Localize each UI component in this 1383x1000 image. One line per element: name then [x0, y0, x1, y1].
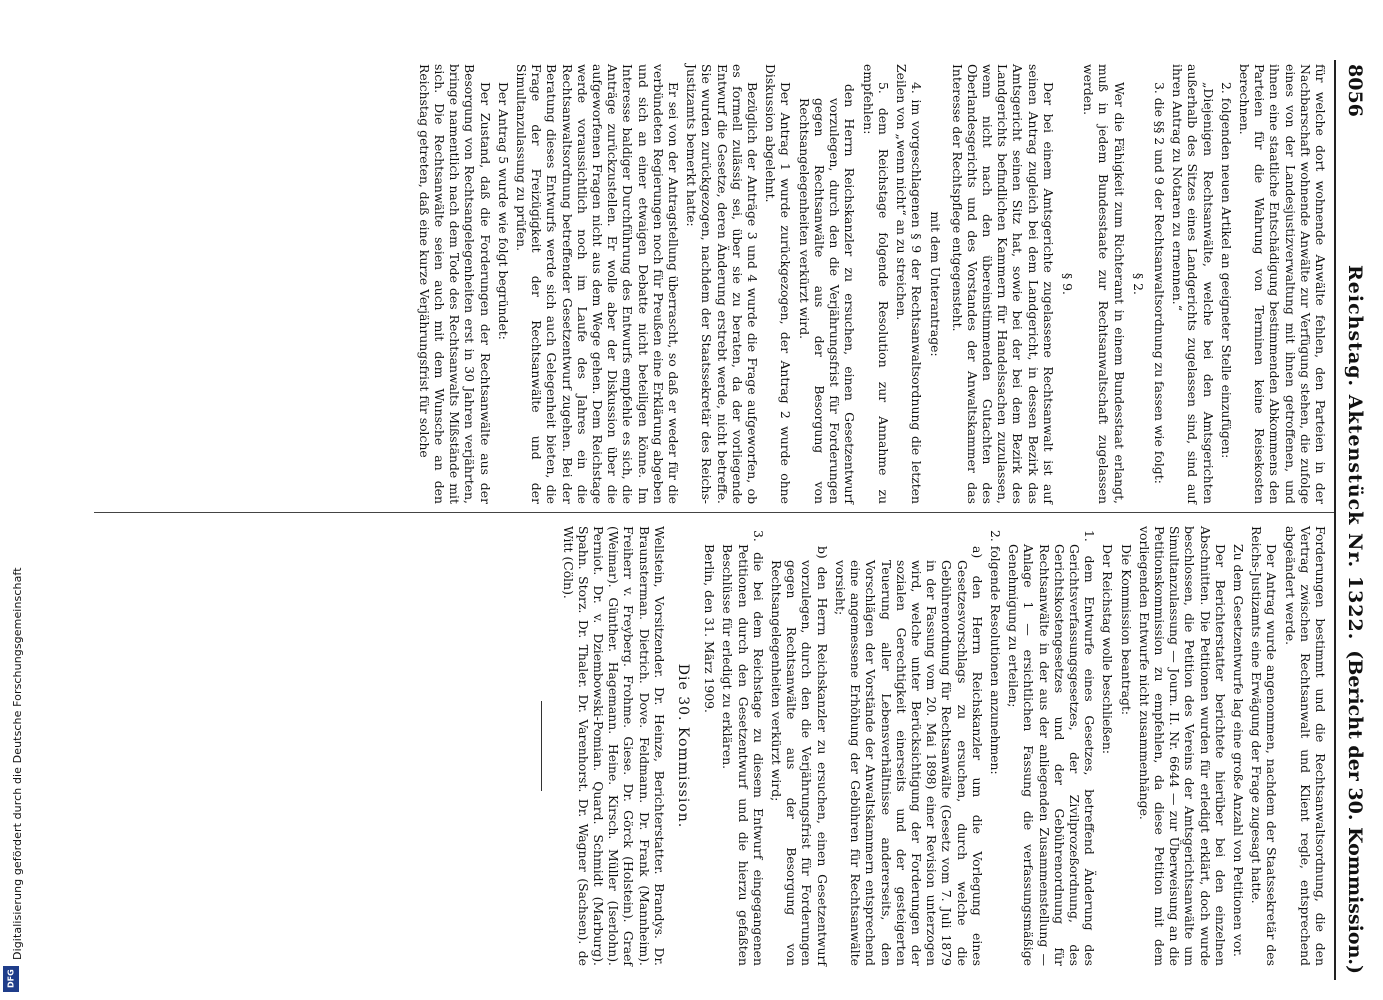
list-item: 3. die bei dem Reichstage zu diesem Entwurf eingegangenen Petitionen durch den Gesetzentwurf und die hierzu gefaßten Beschlüsse für erledigt zu erklären. [720, 530, 766, 966]
paragraph: Der Antrag wurde angenommen, nachdem der Staatssekretär des Reichs-Justizamts eine Erwägung der Frage zugesagt hatte. [1249, 526, 1280, 966]
paragraph: Er sei von der Antragstellung überrascht, so daß er weder für die verbündeten Regierungen noch für Preußen eine Erklärung abgeben und sich an einer etwaigen Debatte nicht beteiligen könne. Im Interesse baldiger Durchführung des Entwurfs empfehle es sich, die Anträge zurückzustellen. Er wolle aber der Diskussion über die aufgeworfenen Fragen nicht aus dem Wege gehen. Dem Reichstage werde voraussichtlich noch im Laufe des Jahres ein die Rechtsanwaltsordnung betreffender Gesetzentwurf zugehen. Bei der Beratung dieses Entwurfs werde sich auch Gelegenheit bieten, die Frage der Freizügigkeit der Rechtsanwälte und der Simultanzulassung zu prüfen. [514, 64, 682, 504]
paragraph: Die Kommission beantragt: [1118, 544, 1134, 716]
scanned-page [70, 60, 1370, 980]
paragraph: 2. folgenden neuen Artikel an geeigneter Stelle einzufügen: [1218, 82, 1234, 459]
page-number: 8056 [1344, 64, 1366, 117]
digitization-credit-strip [0, 0, 22, 1000]
page-header [1336, 60, 1370, 980]
digitization-credit-text: Digitalisierung gefördert durch die Deutsche Forschungsgemeinschaft [11, 567, 24, 960]
left-column [414, 64, 1328, 504]
paragraph: 4. im vorgeschlagenen § 9 der Rechtsanwaltsordnung die letzten Zeilen von „wenn nicht“ an zu streichen. [893, 64, 925, 504]
paragraph: mit dem Unterantrage: [928, 211, 944, 357]
paragraph: Wer die Fähigkeit zum Richteramt in einem Bundesstaat erlangt, muß in jedem Bundesstaate zur Rechtsanwaltschaft zugelassen werden. [1081, 64, 1127, 504]
list-item: 1. dem Entwurfe eines Gesetzes, betreffend Änderung des Gerichtsverfassungsgesetzes, der Zivilprozeßordnung, des Gerichtskostengesetzes und der Gebührenordnung für Rechtsanwälte in der aus der anliegenden Zusammenstellung — Anlage 1 — ersichtlichen Fassung die verfassungsmäßige Genehmigung zu erteilen; [1006, 530, 1098, 966]
paragraph: „Diejenigen Rechtsanwälte, welche bei den Amtsgerichten außerhalb des Sitzes eines Landgerichts zugelassen sind, sind auf ihren Antrag zu Notaren zu ernennen.“ [1170, 64, 1216, 504]
column-separator [94, 512, 1334, 513]
paragraph: Der Reichstag wolle beschließen: [1100, 544, 1116, 755]
list-item: a) den Herrn Reichskanzler um die Vorlegung eines Gesetzesvorschlags zu ersuchen, durch welche die Gebührenordnung für Rechtsanwälte (Gesetz vom 7. Juli 1879 in der Fassung vom 20. Mai 1898) einer Revision unterzogen wird, welche unter Berücksichtigung der Forderungen der sozialen Gerechtigkeit einerseits und der gesteigerten Teuerung aller Lebensverhältnisse andererseits, den Vorschlägen der Vorstände der Anwaltskammern entsprechend eine angemessene Erhöhung der Gebühren für Rechtsanwälte vorsieht; [832, 546, 985, 966]
document-title: Reichstag. Aktenstück Nr. 1322. [1344, 265, 1366, 641]
right-column [541, 526, 1328, 966]
date-line: Berlin, den 31. März 1909. [702, 544, 718, 713]
paragraph: 3. die §§ 2 und 9 der Rechtsanwaltsordnung zu fassen wie folgt: [1151, 82, 1167, 484]
paragraph: für welche dort wohnende Anwälte fehlen, den Parteien in der Nachbarschaft wohnende Anwälte zur Verfügung stehen, die zufolge eines von der Landesjustizverwaltung mit ihnen getroffenen, und ihnen eine staatliche Entschädigung bestimmenden Abkommens den Parteien für die Wahrung von Terminen keine Reisekosten berechnen. [1236, 64, 1328, 504]
paragraph: Der Berichterstatter berichtete hierüber bei den einzelnen Abschnitten. Die Petitionen wurden für erledigt erklärt, doch wurde beschlossen, die Petition des Vereins der Amtsgerichtsanwälte um Simultanzulassung — Journ. II. Nr. 6644 — zur Überweisung an die Petitionskommission zu empfehlen, da diese Petition mit dem vorliegenden Entwurfe nicht zusammenhänge. [1136, 526, 1228, 966]
section-title: (Bericht der 30. Kommission.) [1344, 650, 1366, 974]
section-heading: § 2. [1130, 273, 1146, 295]
paragraph: 5. dem Reichstage folgende Resolution zur Annahme zu empfehlen: [860, 64, 891, 504]
paragraph: Forderungen bestimmt und die Rechtsanwaltsordnung, die den Vertrag zwischen Rechtsanwalt und Klient regle, entsprechend abgeändert werde. [1282, 526, 1328, 966]
commission-signature: Die 30. Kommission. [675, 663, 692, 829]
paragraph: Der Antrag 1 wurde zurückgezogen, der Antrag 2 wurde ohne Diskussion abgelehnt. [763, 64, 794, 504]
header-rule [1334, 60, 1336, 980]
list-item: b) den Herrn Reichskanzler zu ersuchen, einen Gesetzentwurf vorzulegen, durch den die Verjährungsfrist für Forderungen gegen Rechtsanwälte aus der Besorgung von Rechtsangelegenheiten verkürzt wird; [769, 546, 830, 966]
member-list: Wellstein, Vorsitzender. Dr. Heinze, Berichterstatter. Brandys. Dr. Braunsterman. Dietrich. Dove. Feldmann. Dr. Frank (Mannheim). Freiherr v. Freyberg. Frohme. Giese. Dr. Görck (Holstein). Graef (Weimar). Günther. Hagemann. Heine. Kirsch. Müller (Iserlohn). Perniot. Dr. v. Dziembowski-Pomian. Quard. Schmidt (Marburg). Spahn. Storz. Dr. Thaler. Dr. Varenhorst. Dr. Wagner (Sachsen). de Witt (Cöln). [560, 526, 667, 966]
list-item: 2. folgende Resolutionen anzunehmen: [987, 530, 1003, 775]
end-rule [541, 701, 542, 791]
paragraph: Bezüglich der Anträge 3 und 4 wurde die Frage aufgeworfen, ob es formell zulässig sei, über sie zu beraten, da der vorliegende Entwurf die Gesetze, deren Änderung erstrebt werde, nicht betreffe. Sie wurden zurückgezogen, nachdem der Staatssekretär des Reichs-Justizamts bemerkt hatte: [684, 64, 761, 504]
dfg-logo: DFG [3, 966, 19, 992]
paragraph: Der Zustand, daß die Forderungen der Rechtsanwälte aus der Besorgung von Rechtsangelegenheiten erst in 30 Jahren verjährten, bringe namentlich nach dem Tode des Rechtsanwalts Mißstände mit sich. Die Rechtsanwälte seien auch mit dem Wunsche an den Reichstag getreten, daß eine kurze Verjährungsfrist für solche [416, 64, 493, 504]
paragraph: den Herrn Reichskanzler zu ersuchen, einen Gesetzentwurf vorzulegen, durch den die Verjährungsfrist für Forderungen gegen Rechtsanwälte aus der Besorgung von Rechtsangelegenheiten verkürzt wird. [796, 84, 858, 504]
paragraph: Zu dem Gesetzentwurfe lag eine große Anzahl von Petitionen vor. [1230, 544, 1246, 957]
paragraph: Der bei einem Amtsgerichte zugelassene Rechtsanwalt ist auf seinen Antrag zugleich bei dem Landgericht, in dessen Bezirk das Amtsgericht seinen Sitz hat, sowie bei der bei dem Bezirk des Landgerichts befindlichen Kammern für Handelssachen zuzulassen, wenn nicht nach den übereinstimmenden Gutachten des Oberlandesgerichts und des Vorstandes der Anwaltskammer das Interesse der Rechtspflege entgegensteht. [949, 64, 1056, 504]
section-heading: § 9. [1059, 273, 1075, 295]
paragraph: Der Antrag 5 wurde wie folgt begründet: [495, 82, 511, 340]
